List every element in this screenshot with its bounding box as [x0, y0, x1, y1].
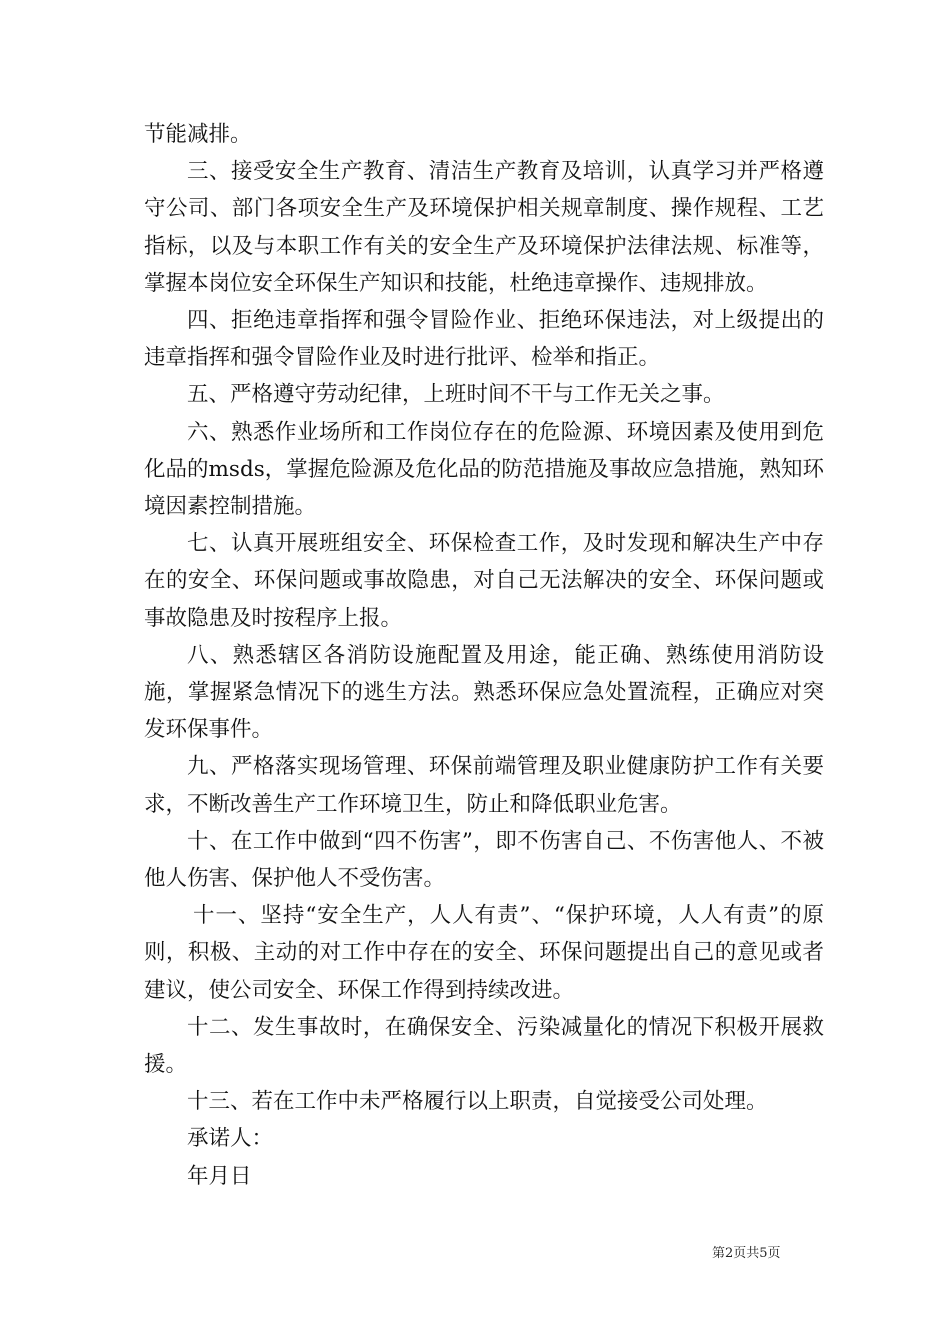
paragraph-item-6: 六、熟悉作业场所和工作岗位存在的危险源、环境因素及使用到危化品的msds，掌握危险源及危化品的防范措施及事故应急措施，熟知环境因素控制措施。 — [144, 419, 824, 520]
paragraph-item-7: 七、认真开展班组安全、环保检查工作，及时发现和解决生产中存在的安全、环保问题或事故隐患，对自己无法解决的安全、环保问题或事故隐患及时按程序上报。 — [144, 531, 824, 631]
paragraph-item-5: 五、严格遵守劳动纪律，上班时间不干与工作无关之事。 — [187, 382, 725, 408]
paragraph-item-8: 八、熟悉辖区各消防设施配置及用途，能正确、熟练使用消防设施，掌握紧急情况下的逃生方法。熟悉环保应急处置流程，正确应对突发环保事件。 — [144, 642, 824, 743]
paragraph-item-12: 十二、发生事故时，在确保安全、污染减量化的情况下积极开展救援。 — [144, 1014, 824, 1078]
paragraph-item-4: 四、拒绝违章指挥和强令冒险作业、拒绝环保违法，对上级提出的违章指挥和强令冒险作业及时进行批评、检举和指正。 — [144, 308, 824, 371]
paragraph-item-3: 三、接受安全生产教育、清洁生产教育及培训，认真学习并严格遵守公司、部门各项安全生产及环境保护相关规章制度、操作规程、工艺指标，以及与本职工作有关的安全生产及环境保护法律法规、标准等，掌握本岗位安全环保生产知识和技能，杜绝违章操作、违规排放。 — [144, 159, 824, 296]
paragraph-item-13: 十三、若在工作中未严格履行以上职责，自觉接受公司处理。 — [187, 1089, 768, 1115]
paragraph-continuation: 节能减排。 — [144, 122, 252, 147]
paragraph-item-9: 九、严格落实现场管理、环保前端管理及职业健康防护工作有关要求，不断改善生产工作环境卫生，防止和降低职业危害。 — [144, 754, 824, 817]
paragraph-item-10: 十、在工作中做到“四不伤害”，即不伤害自己、不伤害他人、不被他人伤害、保护他人不受伤害。 — [144, 828, 824, 892]
signatory-label: 承诺人： — [187, 1126, 274, 1152]
paragraph-item-11: 十一、坚持“安全生产，人人有责”、“保护环境，人人有责”的原则，积极、主动的对工作中存在的安全、环保问题提出自己的意见或者建议，使公司安全、环保工作得到持续改进。 — [144, 903, 824, 1003]
date-line: 年月日 — [187, 1163, 252, 1189]
page-number: 第2页共5页 — [712, 1246, 781, 1261]
document-body — [144, 116, 824, 1195]
